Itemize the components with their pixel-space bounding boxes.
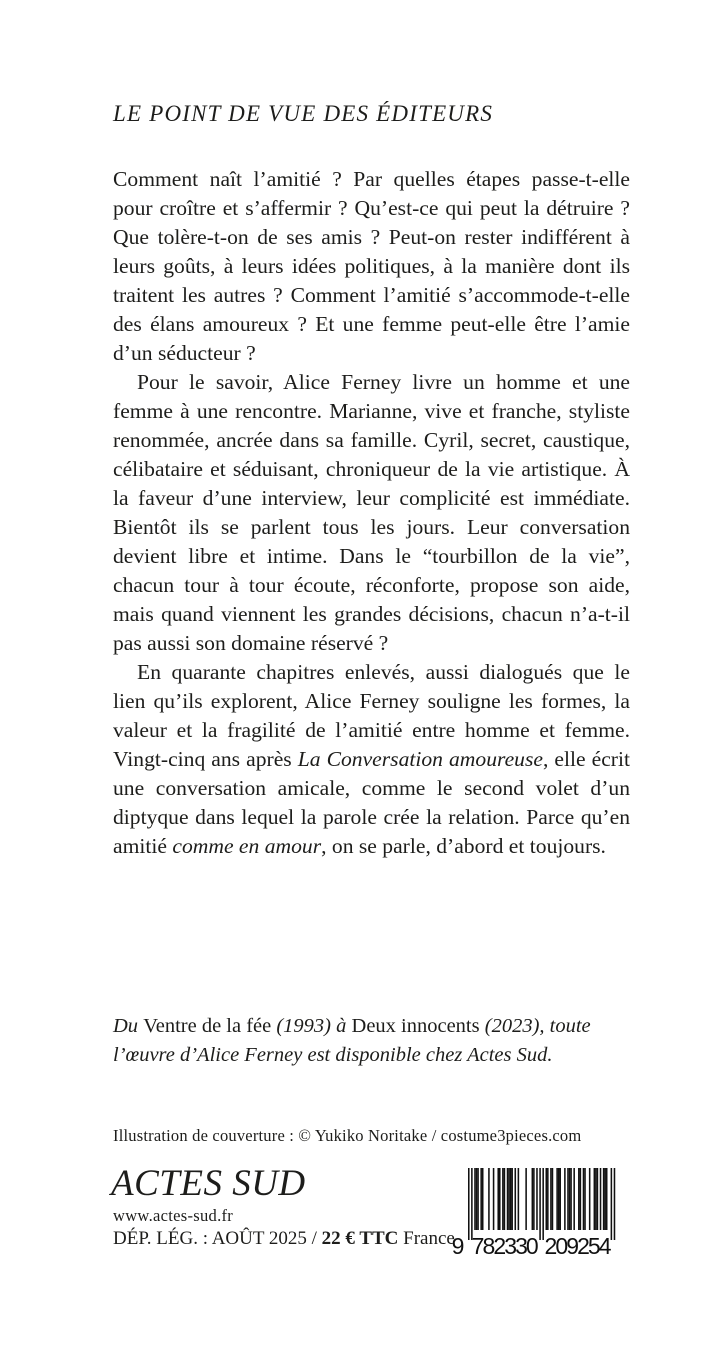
text-run: , on se parle, d’abord et toujours. (321, 834, 606, 858)
text-run: En quarante chapitres enlevés, aussi dialogués que le lien qu’ils explorent, Alice Ferney souligne les formes, la valeur et la fragilité de l’amitié entre homme et femme. Vingt-cinq ans après (113, 660, 630, 771)
barcode-digits: 9 (566, 1233, 580, 1259)
publisher-website: www.actes-sud.fr (113, 1206, 234, 1225)
cover-illustration-credit: Illustration de couverture : © Yukiko Noritake / costume3pieces.com (113, 1126, 582, 1145)
barcode-digits: 2 (544, 1233, 558, 1259)
text-run: France (398, 1228, 455, 1249)
editors-viewpoint-heading: LE POINT DE VUE DES ÉDITEURS (113, 101, 494, 126)
text-run: , elle écrit une conversation amicale, comme le second volet d’un diptyque dans lequel la parole crée la relation. Parce qu’en amitié (113, 747, 630, 858)
barcode-digits: 5 (587, 1233, 601, 1259)
barcode-digits: 7 (471, 1233, 485, 1259)
barcode-digits: 2 (577, 1233, 590, 1259)
text-run: La Conversation amoureuse (297, 747, 543, 771)
text-run: DÉP. LÉG. : AOÛT 2025 / (113, 1228, 322, 1249)
barcode-digits: 4 (598, 1233, 612, 1259)
paragraph (113, 658, 630, 861)
barcode-graphic (451, 1168, 629, 1260)
paragraph (113, 165, 630, 368)
ean13-barcode (451, 1168, 629, 1260)
paragraph (113, 368, 630, 658)
barcode-digits: 8 (482, 1233, 496, 1259)
text-run: Comment naît l’amitié ? Par quelles étapes passe-t-elle pour croître et s’affermir ? Qu’est-ce qui peut la détruire ? Que tolère-t-on de ses amis ? Peut-on rester indifférent à leurs goûts, à leurs idées politiques, à la manière dont ils traitent les autres ? Comment l’amitié s’accommode-t-elle des élans amoureux ? Et une femme peut-elle être l’amie d’un séducteur ? (113, 167, 630, 365)
barcode-digits: 0 (525, 1233, 539, 1259)
text-run: 22 € TTC (321, 1228, 399, 1249)
text-run: Ventre de la fée (143, 1015, 277, 1037)
text-run: Du (113, 1015, 144, 1037)
publisher-logo: ACTES SUD (111, 1163, 306, 1204)
text-run: Pour le savoir, Alice Ferney livre un homme et une femme à une rencontre. Marianne, vive et franche, styliste renommée, ancrée dans sa famille. Cyril, secret, caustique, célibataire et séduisant, chroniqueur de la vie artistique. À la faveur d’une interview, leur complicité est immédiate. Bientôt ils se parlent tous les jours. Leur conversation devient libre et intime. Dans le “tourbillon de la vie”, chacun tour à tour écoute, réconforte, propose son aide, mais quand viennent les grandes décisions, chacun n’a-t-il pas aussi son domaine réservé ? (113, 370, 630, 655)
text-run: (1993) à (276, 1015, 352, 1037)
text-run: Deux innocents (351, 1015, 485, 1037)
barcode-digits: 3 (515, 1233, 528, 1259)
legal-deposit-price (113, 1228, 455, 1250)
synopsis (113, 165, 630, 861)
barcode-digits: 3 (504, 1233, 518, 1259)
text-run: (2023), toute l’œuvre d’Alice Ferney est disponible chez Actes Sud. (113, 1015, 591, 1066)
barcode-digits: 2 (493, 1233, 507, 1259)
text-run: comme en amour (172, 834, 322, 858)
availability-note (113, 1012, 637, 1070)
barcode-digits: 0 (555, 1233, 569, 1259)
barcode-digits: 9 (451, 1233, 465, 1259)
